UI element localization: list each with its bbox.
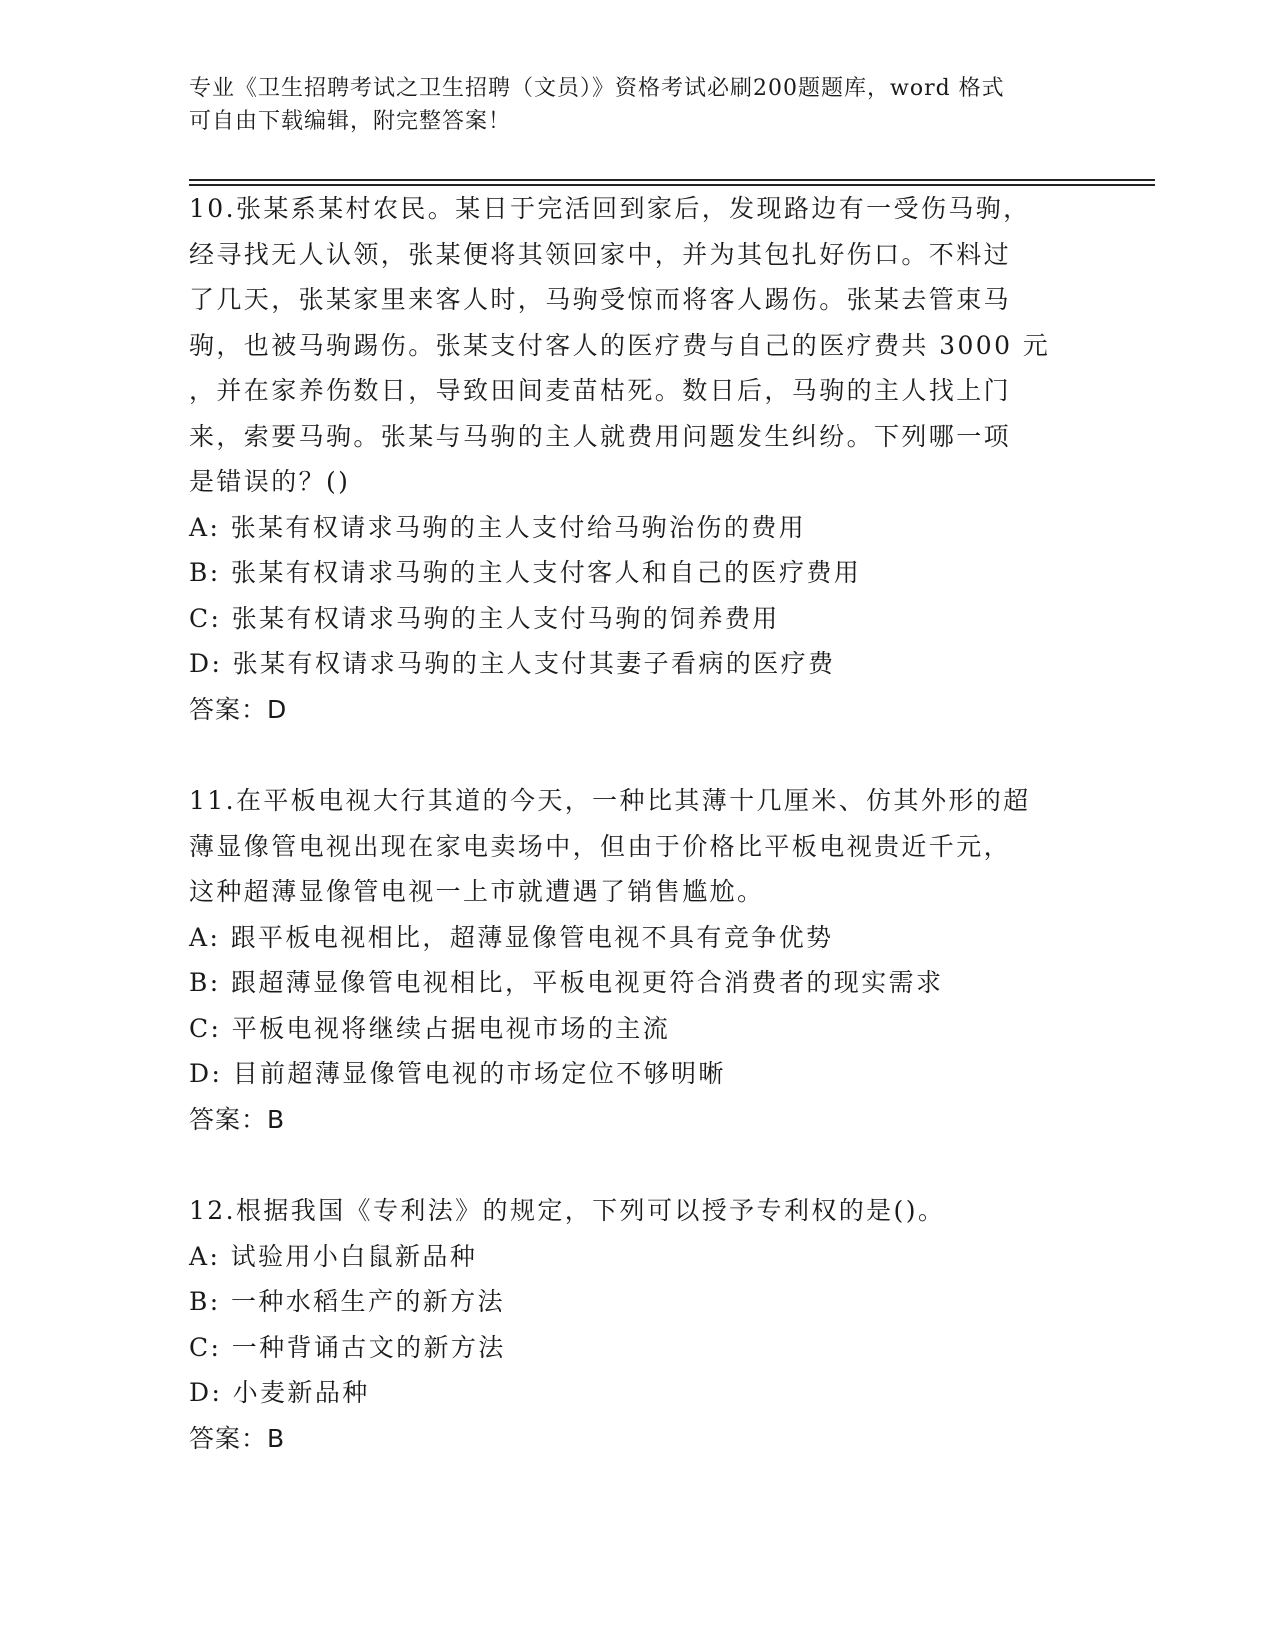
option-b: B: 一种水稻生产的新方法 — [189, 1287, 505, 1316]
option-c: C: 平板电视将继续占据电视市场的主流 — [189, 1013, 671, 1043]
answer-label: 答案：B — [189, 1104, 286, 1134]
answer-label: 答案：D — [189, 694, 288, 724]
question-stem — [189, 778, 1089, 915]
option-b: B: 张某有权请求马驹的主人支付客人和自己的医疗费用 — [189, 558, 862, 587]
option-a: A: 跟平板电视相比，超薄显像管电视不具有竞争优势 — [189, 922, 834, 952]
question-stem — [189, 1188, 1089, 1234]
option-d: D: 张某有权请求马驹的主人支付其妻子看病的医疗费 — [189, 649, 836, 678]
question-12 — [189, 1188, 1089, 1461]
document-header — [189, 72, 1069, 138]
question-list — [189, 186, 1089, 1461]
option-d: D: 小麦新品种 — [189, 1378, 370, 1407]
question-11 — [189, 778, 1089, 1142]
header-title-line-1: 专业《卫生招聘考试之卫生招聘（文员）》资格考试必刷200题题库，word 格式 — [189, 76, 1005, 101]
stem-line: 是错误的？() — [189, 467, 351, 496]
header-title-line-2: 可自由下载编辑，附完整答案！ — [189, 109, 512, 134]
stem-line: 10.张某系某村农民。某日于完活回到家后，发现路边有一受伤马驹， — [189, 194, 1031, 223]
option-c: C: 张某有权请求马驹的主人支付马驹的饲养费用 — [189, 603, 780, 633]
question-spacer — [189, 1142, 1089, 1188]
stem-line: 驹，也被马驹踢伤。张某支付客人的医疗费与自己的医疗费共 3000 元 — [189, 330, 1051, 360]
stem-line: 来，索要马驹。张某与马驹的主人就费用问题发生纠纷。下列哪一项 — [189, 421, 1012, 451]
stem-line: 薄显像管电视出现在家电卖场中，但由于价格比平板电视贵近千元， — [189, 831, 1012, 861]
option-a: A: 试验用小白鼠新品种 — [189, 1241, 478, 1271]
stem-line: 11.在平板电视大行其道的今天，一种比其薄十几厘米、仿其外形的超 — [189, 786, 1031, 815]
header-divider-top — [189, 179, 1155, 181]
question-spacer — [189, 732, 1089, 778]
question-stem — [189, 186, 1089, 505]
answer-label: 答案：B — [189, 1423, 286, 1453]
stem-line: 了几天，张某家里来客人时，马驹受惊而将客人踢伤。张某去管束马 — [189, 285, 1012, 314]
stem-line: 经寻找无人认领，张某便将其领回家中，并为其包扎好伤口。不料过 — [189, 239, 1012, 269]
stem-line: 这种超薄显像管电视一上市就遭遇了销售尴尬。 — [189, 877, 765, 906]
question-10 — [189, 186, 1089, 732]
option-a: A: 张某有权请求马驹的主人支付给马驹治伤的费用 — [189, 512, 807, 542]
option-c: C: 一种背诵古文的新方法 — [189, 1332, 506, 1362]
stem-line: 12.根据我国《专利法》的规定，下列可以授予专利权的是()。 — [189, 1196, 946, 1225]
stem-line: ，并在家养伤数日，导致田间麦苗枯死。数日后，马驹的主人找上门 — [189, 376, 1012, 405]
option-b: B: 跟超薄显像管电视相比，平板电视更符合消费者的现实需求 — [189, 968, 944, 997]
option-d: D: 目前超薄显像管电视的市场定位不够明晰 — [189, 1059, 726, 1088]
